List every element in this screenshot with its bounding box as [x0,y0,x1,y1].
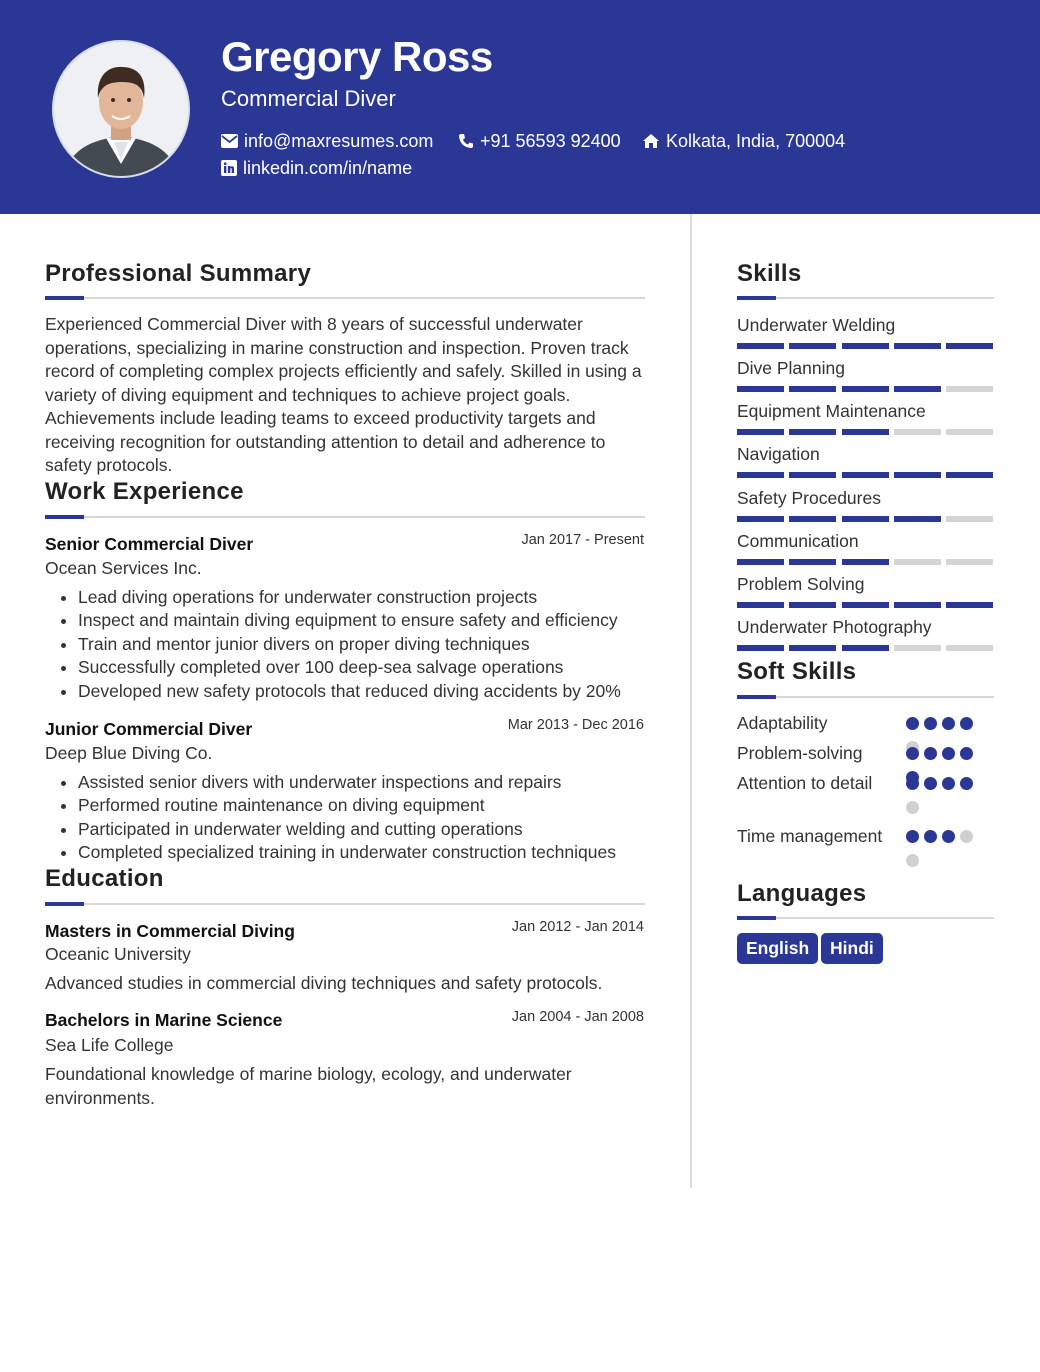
experience-heading: Work Experience [45,478,244,505]
rating-segment-filled [842,516,889,522]
skill-name: Safety Procedures [737,488,881,508]
linkedin-text: linkedin.com/in/name [243,158,413,178]
job-responsibilities [45,771,688,865]
list-item: • Participated in underwater welding and cutting operations [78,818,688,841]
skill-rating-bar [737,472,993,478]
profile-photo [54,42,188,176]
rating-segment-filled [737,516,784,522]
education-description: Foundational knowledge of marine biology, ecology, and underwater environments. [45,1064,572,1108]
section-accent [737,695,776,699]
rating-segment-filled [842,559,889,565]
list-item: • Performed routine maintenance on diving equipment [78,794,688,817]
rating-segment-empty [946,516,993,522]
job-responsibilities [45,586,688,703]
rating-dot-filled [942,747,955,760]
education-degree: Bachelors in Marine Science [45,1010,283,1030]
rating-segment-filled [842,602,889,608]
rating-segment-filled [894,602,941,608]
list-item: • Inspect and maintain diving equipment to ensure safety and efficiency [78,609,688,632]
section-accent [737,296,776,300]
education-dates: Jan 2012 - Jan 2014 [511,919,644,935]
job-title: Commercial Diver [221,86,396,111]
summary-heading: Professional Summary [45,260,312,287]
job-entry-dates: Jan 2017 - Present [521,532,644,548]
rating-segment-filled [737,602,784,608]
job-entry-company: Ocean Services Inc. [45,558,202,578]
rating-segment-filled [842,386,889,392]
languages-heading: Languages [737,880,867,907]
list-item: • Developed new safety protocols that reduced diving accidents by 20% [78,680,688,703]
rating-dot-empty [960,830,973,843]
skill-rating-bar [737,559,993,565]
language-tag: English [737,933,818,964]
rating-segment-filled [894,386,941,392]
phone-icon [458,133,474,149]
rating-segment-filled [789,645,836,651]
soft-skill-name: Time management [737,826,883,846]
section-divider [45,297,645,299]
skill-rating-bar [737,386,993,392]
education-degree: Masters in Commercial Diving [45,921,295,941]
rating-dot-filled [924,830,937,843]
job-entry-title: Junior Commercial Diver [45,719,253,739]
skill-name: Underwater Photography [737,617,932,637]
section-accent [45,515,84,519]
rating-dot-filled [924,717,937,730]
education-heading: Education [45,865,164,892]
location-text: Kolkata, India, 700004 [666,131,846,151]
rating-segment-filled [789,602,836,608]
rating-segment-filled [842,343,889,349]
rating-segment-empty [946,645,993,651]
resume-header [0,0,1040,214]
linkedin-icon [221,160,237,176]
skill-name: Problem Solving [737,574,865,594]
skill-rating-bar [737,429,993,435]
rating-segment-empty [894,645,941,651]
rating-dot-filled [942,717,955,730]
envelope-icon [221,134,238,148]
location-contact [642,130,845,152]
rating-segment-filled [894,516,941,522]
rating-segment-empty [946,559,993,565]
list-item: • Successfully completed over 100 deep-sea salvage operations [78,656,688,679]
soft-skill-name: Adaptability [737,713,828,733]
section-accent [45,902,84,906]
rating-segment-filled [946,472,993,478]
rating-segment-filled [737,645,784,651]
home-icon [642,133,660,149]
rating-segment-filled [737,429,784,435]
rating-dot-filled [942,830,955,843]
list-item: • Assisted senior divers with underwater inspections and repairs [78,771,688,794]
skill-name: Equipment Maintenance [737,401,926,421]
phone-text: +91 56593 92400 [480,131,621,151]
skill-name: Underwater Welding [737,315,896,335]
skill-rating-bar [737,645,993,651]
rating-dot-filled [906,717,919,730]
rating-segment-filled [737,559,784,565]
rating-dot-filled [906,777,919,790]
rating-segment-filled [842,472,889,478]
job-entry-company: Deep Blue Diving Co. [45,743,213,763]
section-accent [45,296,84,300]
rating-dot-filled [906,830,919,843]
rating-segment-empty [946,386,993,392]
rating-dot-filled [960,717,973,730]
education-school: Oceanic University [45,944,191,964]
rating-segment-filled [789,472,836,478]
rating-segment-filled [789,429,836,435]
skill-rating-bar [737,516,993,522]
soft-skills-heading: Soft Skills [737,658,857,685]
rating-segment-filled [946,602,993,608]
rating-dot-empty [906,801,919,814]
email-contact[interactable] [221,130,433,152]
rating-segment-empty [894,559,941,565]
skill-name: Communication [737,531,859,551]
skill-rating-bar [737,602,993,608]
soft-skill-name: Attention to detail [737,773,873,793]
education-description: Advanced studies in commercial diving techniques and safety protocols. [45,973,603,993]
rating-segment-empty [946,429,993,435]
rating-segment-filled [737,472,784,478]
summary-text: Experienced Commercial Diver with 8 years of successful underwater operations, specializing in marine construction and inspection. Proven track record of completing complex projects efficiently and safely. Skilled in using a variety of diving equipment and techniques to achieve project goals. Achievements include leading teams to exceed productivity targets and receiving recognition for outstanding attention to detail and adherence to safety protocols. [45,314,642,475]
rating-segment-filled [737,343,784,349]
rating-dot-filled [924,777,937,790]
email-text: info@maxresumes.com [244,131,434,151]
rating-dot-filled [906,747,919,760]
rating-dot-empty [906,854,919,867]
rating-segment-filled [789,386,836,392]
job-entry-dates: Mar 2013 - Dec 2016 [507,717,644,733]
section-accent [737,916,776,920]
job-entry-title: Senior Commercial Diver [45,534,254,554]
rating-dot-filled [942,777,955,790]
rating-segment-filled [894,343,941,349]
rating-segment-filled [789,559,836,565]
phone-contact[interactable] [458,130,621,152]
skill-name: Dive Planning [737,358,845,378]
linkedin-contact[interactable] [221,157,412,179]
rating-dot-filled [960,777,973,790]
rating-segment-filled [894,472,941,478]
rating-segment-filled [946,343,993,349]
rating-segment-filled [789,516,836,522]
avatar [52,40,190,178]
list-item: • Lead diving operations for underwater construction projects [78,586,688,609]
skill-rating-bar [737,343,993,349]
education-school: Sea Life College [45,1035,174,1055]
rating-dot-filled [960,747,973,760]
list-item: • Completed specialized training in underwater construction techniques [78,841,688,864]
rating-segment-filled [737,386,784,392]
column-divider [690,214,692,1188]
rating-dot-filled [924,747,937,760]
section-divider [45,903,645,905]
rating-segment-empty [894,429,941,435]
soft-skill-name: Problem-solving [737,743,863,763]
section-divider [45,516,645,518]
rating-segment-filled [842,429,889,435]
education-dates: Jan 2004 - Jan 2008 [511,1009,644,1025]
skills-heading: Skills [737,260,802,287]
language-tag: Hindi [821,933,883,964]
list-item: • Train and mentor junior divers on proper diving techniques [78,633,688,656]
rating-segment-filled [842,645,889,651]
rating-segment-filled [789,343,836,349]
skill-name: Navigation [737,444,820,464]
candidate-name: Gregory Ross [221,33,493,80]
